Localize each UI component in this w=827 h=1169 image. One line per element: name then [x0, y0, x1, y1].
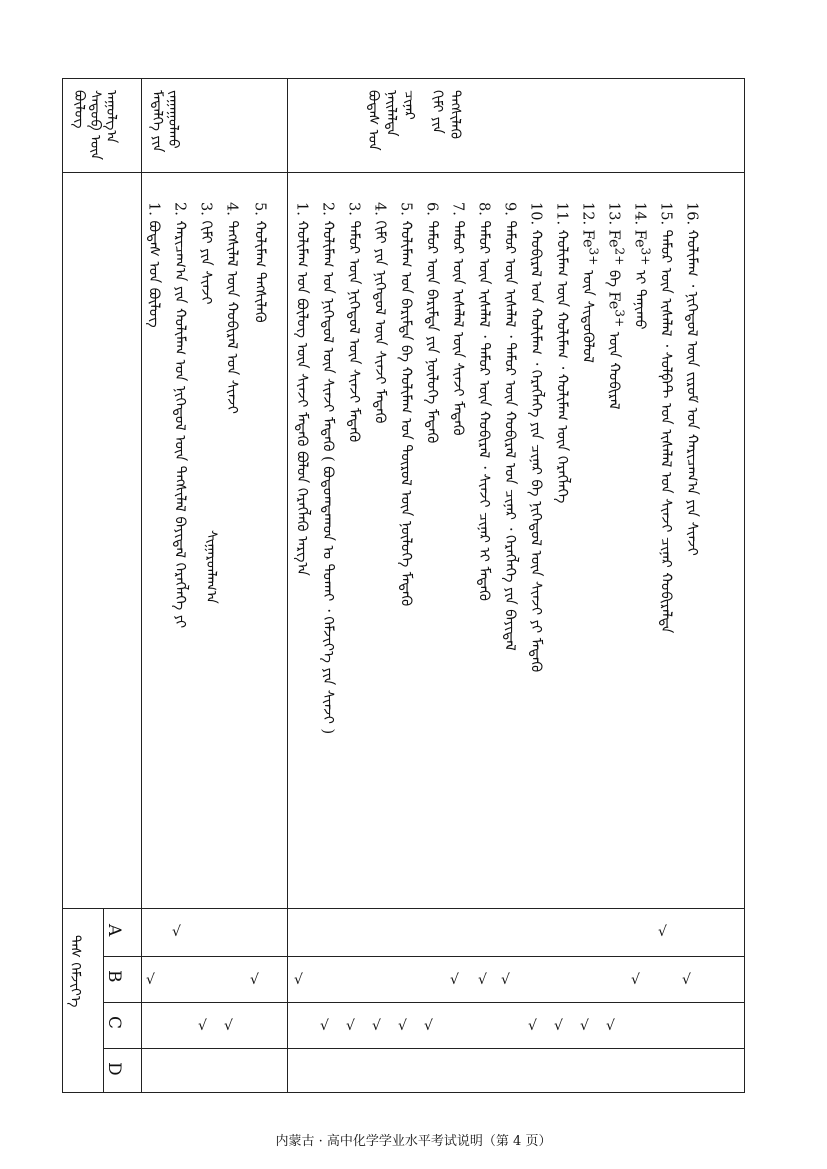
group1-label-2: ᠨᠡᠢᠯᠡᠯᠳᠡ	[383, 90, 399, 137]
knowledge-item: 2. ᠬᠠᠷᠢᠴᠠᠭ᠎ᠠ ᠶᠢᠨ ᠬᠣᠯᠢᠮᠠᠭ ᠤᠨ ᠨᠢᠭᠡᠳᠦᠯ ᠦᠨ ᠲᠡᠭᠰᠢᠯᠡᠯ ᠪᠠᠶᠢᠳᠠᠯ ᠬᠡᠷᠡᠭᠯᠡᠭᠡ ᠶᠢ	[171, 202, 188, 629]
knowledge-label-2: ᠵᠠᠭᠠᠭᠤᠯᠬᠤ	[165, 90, 181, 149]
content-item: 12. $Fe^{3+}$ ᠦᠨ ᠰᠢᠳᠦᠭᠦᠯᠦᠯ	[579, 202, 601, 363]
check-mark-c: √	[606, 1018, 615, 1034]
group1-label-3: ᠴᠢᠨᠠᠷ	[401, 90, 417, 120]
content-item: 16. ᠬᠣᠯᠢᠮᠠᠭ ᠂ ᠨᠢᠭᠡᠳᠦᠯ ᠦᠨ ᠵᠢᠷᠤᠮ ᠤᠨ ᠬᠠᠷᠢᠴᠠᠭ᠎ᠠ ᠶᠢᠨ ᠰᠢᠨᠵᠢ	[683, 202, 700, 556]
check-mark-c: √	[320, 1018, 329, 1034]
level-header: ᠳᠡᠰ ᠬᠡᠮᠵᠢᠶ᠎ᠡ	[67, 935, 83, 1008]
grid-line	[63, 908, 744, 909]
content-item: 4. ᠬᠢᠮᠢ ᠶᠢᠨ ᠨᠢᠭᠡᠳᠦᠯ ᠦᠨ ᠰᠢᠨᠵᠢ ᠮᠡᠳᠡᠬᠦ	[371, 202, 388, 424]
level-letter-b: B	[104, 970, 124, 983]
content-item: 10. ᠬᠤᠪᠢᠷᠠᠯ ᠤᠨ ᠬᠣᠯᠢᠮᠠᠭ ᠂ ᠬᠡᠷᠡᠭᠯᠡᠭᠡ ᠶᠢᠨ ᠴᠢᠨᠠᠷ ᠪᠠ ᠨᠢᠭᠡᠳᠦᠯ ᠦᠨ ᠰᠢᠨᠵᠢ ᠶᠢ ᠮᠡᠳᠡᠬᠦ	[527, 202, 544, 673]
check-mark-a: √	[658, 924, 667, 940]
check-mark-b: √	[631, 972, 640, 988]
check-mark-c: √	[198, 1018, 207, 1034]
grid-line	[141, 79, 142, 1092]
check-mark-c: √	[424, 1018, 433, 1034]
subunit-header-2: ᠠᠭᠤᠯᠭ᠎ᠠ	[103, 90, 119, 144]
knowledge-item: 3. ᠬᠢᠮᠢ ᠶᠢᠨ ᠰᠢᠨᠵᠢ	[197, 202, 214, 305]
group1-label-1: ᠪᠣᠳᠠᠰ ᠤᠨ	[365, 90, 381, 151]
check-mark-c: √	[554, 1018, 563, 1034]
level-letter-a: A	[104, 924, 124, 937]
check-mark-c: √	[580, 1018, 589, 1034]
check-mark-b: √	[501, 972, 510, 988]
check-mark-b: √	[146, 972, 155, 988]
check-mark-c: √	[224, 1018, 233, 1034]
knowledge-item: 1. ᠪᠣᠳᠠᠰ ᠤᠨ ᠪᠦᠯᠦᠭ	[145, 202, 162, 328]
check-mark-b: √	[450, 972, 459, 988]
knowledge-label-1: ᠮᠡᠳᠡᠯᠭᠡ ᠶᠢᠨ	[149, 90, 165, 153]
content-item: 7. ᠲᠡᠮᠦᠷ ᠦᠨ ᠢᠰᠡᠯᠡᠯ ᠦᠨ ᠰᠢᠨᠵᠢ ᠮᠡᠳᠡᠬᠦ	[449, 202, 466, 436]
check-mark-c: √	[372, 1018, 381, 1034]
content-item: 1. ᠬᠣᠯᠢᠮᠠᠭ ᠤᠨ ᠪᠦᠯᠦᠭ ᠦᠨ ᠰᠢᠨᠵᠢ ᠮᠡᠳᠡᠬᠦ ᠪᠣᠯᠤᠨ ᠬᠡᠷᠡᠭᠯᠡᠬᠦ ᠠᠷᠭ᠎ᠠ	[293, 202, 310, 576]
check-mark-c: √	[528, 1018, 537, 1034]
grid-line	[103, 956, 744, 957]
level-letter-d: D	[104, 1062, 124, 1076]
requirement-header: ᠰᠢᠭᠠᠷᠳᠯᠠᠭ᠎ᠠ	[203, 530, 219, 604]
content-item: 2. ᠬᠣᠯᠢᠮᠠᠭ ᠤᠨ ᠨᠢᠭᠡᠳᠦᠯ ᠦᠨ ᠰᠢᠨᠵᠢ ᠮᠡᠳᠡᠬᠦ ( ᠪᠤᠳᠤᠭᠳᠠᠬᠤᠨ ᠤ ᠲᠤᠬᠠᠢ ᠂ ᠬᠡᠮᠵᠢᠶ᠎ᠡ ᠶᠢᠨ ᠰᠢᠨᠵᠢ )	[319, 202, 336, 735]
subunit-header-1: ᠰᠡᠳᠦᠪ ᠦᠨ	[87, 90, 103, 161]
grid-line	[103, 1002, 744, 1003]
check-mark-b: √	[478, 972, 487, 988]
check-mark-a: √	[172, 924, 181, 940]
content-item: 6. ᠲᠡᠮᠦᠷ ᠦᠨ ᠪᠠᠷᠢᠮᠲᠠ ᠶᠢᠨ ᠨᠥᠯᠥᠭᠡ ᠮᠡᠳᠡᠬᠦ	[423, 202, 440, 444]
grid-line	[63, 172, 744, 173]
check-mark-b: √	[250, 972, 259, 988]
level-letter-c: C	[104, 1016, 124, 1030]
check-mark-b: √	[294, 972, 303, 988]
content-item: 14. $Fe^{3+}$ ᠢ ᠲᠠᠨᠢᠬᠤ	[631, 202, 653, 330]
group2-label-1: ᠬᠢᠮᠢ ᠶᠢᠨ	[429, 90, 445, 134]
content-item: 3. ᠲᠡᠮᠦᠷ ᠦᠨ ᠨᠢᠭᠡᠳᠦᠯ ᠦᠨ ᠰᠢᠨᠵᠢ ᠮᠡᠳᠡᠬᠦ	[345, 202, 362, 443]
knowledge-item: 5. ᠬᠣᠯᠢᠮᠠᠭ ᠲᠡᠭᠰᠢᠯᠡᠬᠦ	[251, 202, 268, 323]
content-item: 5. ᠬᠣᠯᠢᠮᠠᠭ ᠤᠨ ᠪᠠᠷᠢᠮᠲᠠ ᠪᠠ ᠬᠣᠯᠢᠮᠠᠭ ᠤᠨ ᠲᠥᠷᠥᠯ ᠦᠨ ᠨᠥᠯᠥᠭᠡ ᠮᠡᠳᠡᠬᠦ	[397, 202, 414, 607]
content-item: 13. $Fe^{2+}$ ᠪᠠ $Fe^{3+}$ ᠦᠨ ᠬᠤᠪᠢᠷᠠᠯ	[605, 202, 627, 410]
content-item: 8. ᠲᠡᠮᠦᠷ ᠦᠨ ᠢᠰᠡᠯᠡᠯ ᠂ ᠲᠡᠮᠦᠷ ᠦᠨ ᠬᠤᠪᠢᠷᠠᠯ ᠂ ᠰᠢᠨᠵᠢ ᠴᠢᠨᠠᠷ ᠢ ᠮᠡᠳᠡᠬᠦ	[475, 202, 492, 601]
page-footer: 内蒙古 · 高中化学学业水平考试说明（第 4 页）	[275, 1134, 552, 1149]
group2-label-2: ᠲᠡᠭᠰᠢᠯᠡᠬᠦ	[447, 90, 463, 139]
unit-header: ᠪᠦᠯᠦᠭ	[71, 90, 87, 129]
content-item: 11. ᠬᠣᠯᠢᠮᠠᠭ ᠦᠨ ᠬᠣᠯᠢᠮᠠᠭ ᠂ ᠬᠣᠯᠢᠮᠠᠭ ᠦᠨ ᠬᠡᠷᠡᠭᠯᠡᠭᠡ	[553, 202, 570, 504]
check-mark-c: √	[398, 1018, 407, 1034]
grid-line	[287, 79, 288, 1092]
content-item: 15. ᠲᠡᠮᠦᠷ ᠦᠨ ᠢᠰᠡᠯᠡᠯ ᠂ ᠰᠤᠯᠹᠠᠲ ᠤᠨ ᠢᠰᠡᠯᠡᠯ ᠤᠨ ᠰᠢᠨᠵᠢ ᠴᠢᠨᠠᠷ ᠬᠤᠪᠢᠷᠠᠯᠲᠠ	[657, 202, 674, 634]
knowledge-item: 4. ᠲᠡᠭᠰᠢᠯᠡᠯ ᠦᠨ ᠬᠤᠪᠢᠷᠠᠯ ᠤᠨ ᠰᠢᠨᠵᠢ	[223, 202, 240, 414]
check-mark-b: √	[682, 972, 691, 988]
check-mark-c: √	[346, 1018, 355, 1034]
grid-line	[103, 1048, 744, 1049]
content-item: 9. ᠲᠡᠮᠦᠷ ᠦᠨ ᠢᠰᠡᠯᠡᠯ ᠂ ᠲᠡᠮᠦᠷ ᠦᠨ ᠬᠤᠪᠢᠷᠠᠯ ᠤᠨ ᠴᠢᠨᠠᠷ ᠂ ᠬᠡᠷᠡᠭᠯᠡᠭᠡ ᠶᠢᠨ ᠪᠠᠶᠢᠳᠠᠯ	[501, 202, 518, 651]
